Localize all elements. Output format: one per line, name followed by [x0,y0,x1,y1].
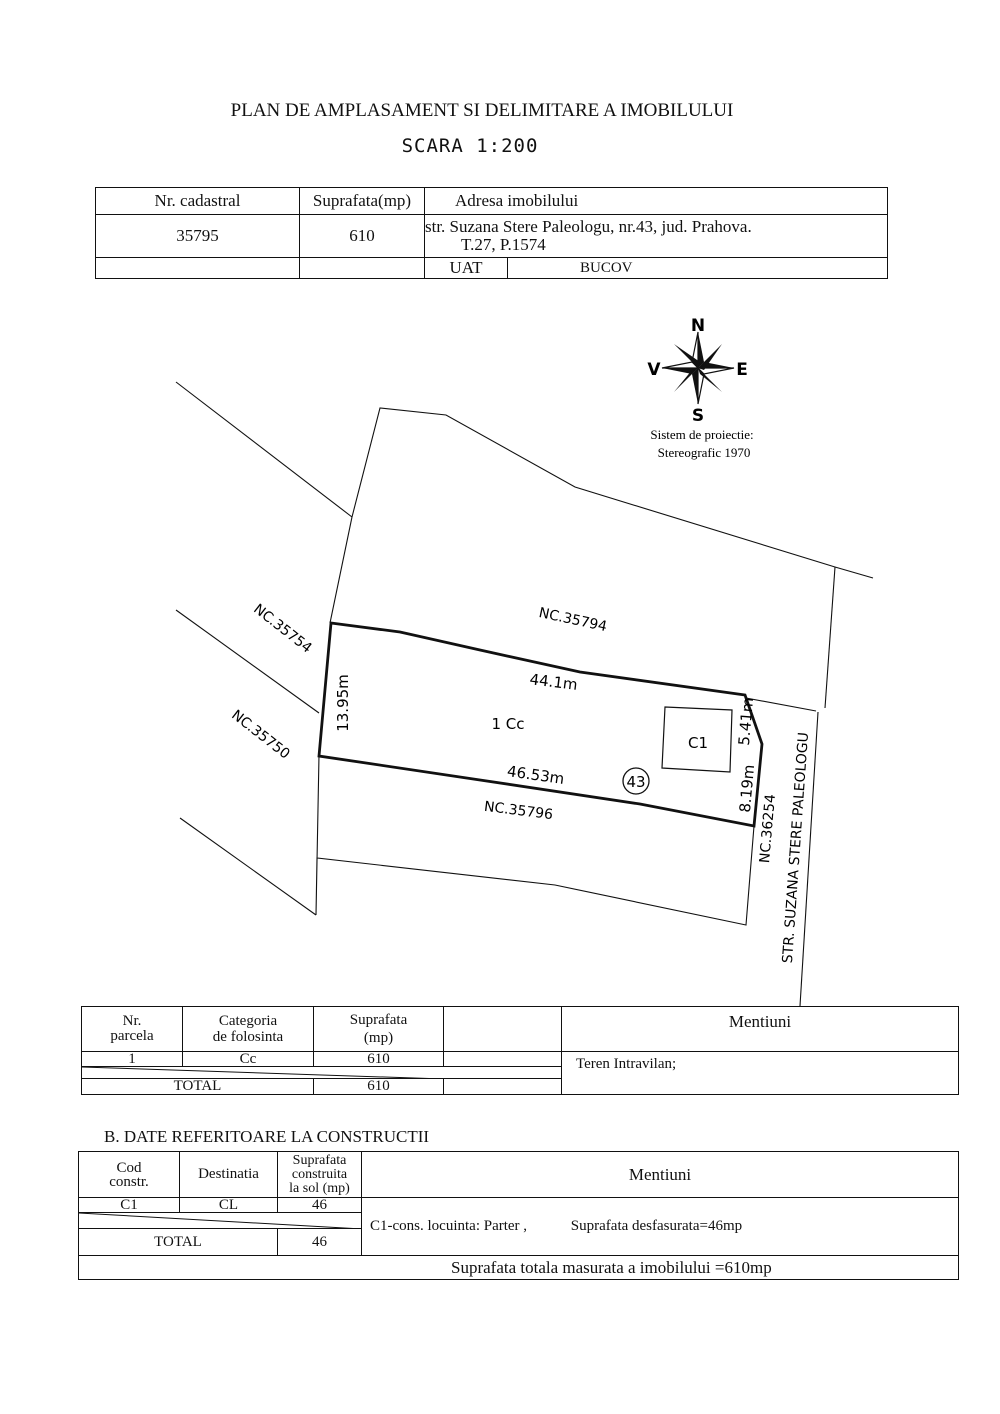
constructions-table [78,1151,959,1280]
dim-bottom: 46.53m [505,762,566,788]
construction-total-label: TOTAL [79,1229,278,1256]
header-parcel-mentions: Mentiuni [562,1007,959,1052]
empty-row [79,1213,362,1229]
compass-west: V [647,360,661,380]
empty-cell [444,1052,562,1067]
neighbor-nc-35794: NC.35794 [537,605,609,636]
construction-row-area: 46 [278,1198,362,1213]
parcel-total-label: TOTAL [82,1079,314,1095]
address-value [425,215,888,258]
construction-row-code: C1 [79,1198,180,1213]
uat-value: BUCOV [508,258,888,279]
header-construction-area-line-2: construita [291,1166,348,1182]
compass-south: S [691,406,705,426]
neighbor-boundaries [176,382,873,1006]
header-parcel-nr [82,1007,183,1052]
header-address: Adresa imobilului [425,188,888,215]
empty-row [82,1067,562,1079]
parcel-row-area: 610 [314,1052,444,1067]
construction-row-destination: CL [180,1198,278,1213]
header-construction-code [79,1152,180,1198]
neighbor-nc-35796: NC.35796 [483,798,554,824]
header-parcel-nr-line-2: parcela [110,1028,154,1044]
cadastral-value: 35795 [96,215,300,258]
scale-label: SCARA 1:200 [401,135,539,157]
header-construction-mentions: Mentiuni [362,1152,959,1198]
strike-line [82,1067,444,1079]
header-cadastral: Nr. cadastral [96,188,300,215]
construction-mentions-cell [362,1198,959,1256]
parcel-mention-text: Teren Intravilan; [562,1052,959,1095]
header-category-line-1: Categoria [218,1013,278,1029]
empty-cell [300,258,425,279]
header-code-line-2: constr. [109,1173,149,1190]
house-number: 43 [626,773,646,791]
property-table [95,187,888,279]
header-construction-area-line-1: Suprafata [292,1152,347,1168]
construction-mention-1: C1-cons. locuinta: Parter , [370,1218,528,1234]
address-line-2: T.27, P.1574 [461,235,546,254]
area-value: 610 [300,215,425,258]
dim-left: 13.95m [334,674,352,732]
header-parcel-area-line-1: Suprafata [349,1012,408,1028]
header-construction-area [278,1152,362,1198]
page-title: PLAN DE AMPLASAMENT SI DELIMITARE A IMOBILULUI [230,100,734,121]
parcel-row-nr: 1 [82,1052,183,1067]
header-area: Suprafata(mp) [300,188,425,215]
header-construction-area-line-3: la sol (mp) [289,1180,350,1196]
dim-right-upper: 5.41m [734,696,758,747]
empty-cell [444,1007,562,1052]
header-code-line-1: Cod [116,1159,142,1176]
parcel-row-category: Cc [183,1052,314,1067]
dim-right-lower: 8.19m [735,763,759,814]
construction-mention-2: Suprafata desfasurata=46mp [570,1218,743,1234]
header-parcel-area [314,1007,444,1052]
total-area-text: Suprafata totala masurata a imobilului =610mp [79,1256,959,1280]
neighbor-nc-36254: NC.36254 [757,793,780,864]
parcel-boundary [319,623,762,826]
parcels-table [81,1006,959,1095]
projection-line-2: Stereografic 1970 [657,445,751,460]
neighbor-nc-35754: NC.35754 [250,601,315,657]
parcel-total-value: 610 [314,1079,444,1095]
projection-line-1: Sistem de proiectie: [650,427,754,442]
header-destination: Destinatia [180,1152,278,1198]
strike-line [79,1213,362,1229]
header-parcel-area-line-2: (mp) [363,1030,394,1046]
construction-total-value: 46 [278,1229,362,1256]
uat-label: UAT [425,258,508,279]
header-category-line-2: de folosinta [212,1029,284,1045]
compass-north: N [690,316,706,336]
dim-top: 44.1m [528,670,579,694]
empty-cell [96,258,300,279]
parcel-label: 1 Cc [491,715,525,733]
site-plan [0,300,1000,1010]
empty-cell [444,1079,562,1095]
address-line-1: str. Suzana Stere Paleologu, nr.43, jud. Prahova. [425,217,752,236]
compass-rose-icon [662,332,734,404]
neighbor-nc-35750: NC.35750 [228,707,293,763]
building-label: C1 [687,734,709,752]
header-category [183,1007,314,1052]
street-label: STR. SUZANA STERE PALEOLOGU [779,731,813,964]
compass-east: E [736,360,748,380]
header-parcel-nr-line-1: Nr. [122,1013,142,1029]
section-b-title: B. DATE REFERITOARE LA CONSTRUCTII [104,1127,430,1146]
